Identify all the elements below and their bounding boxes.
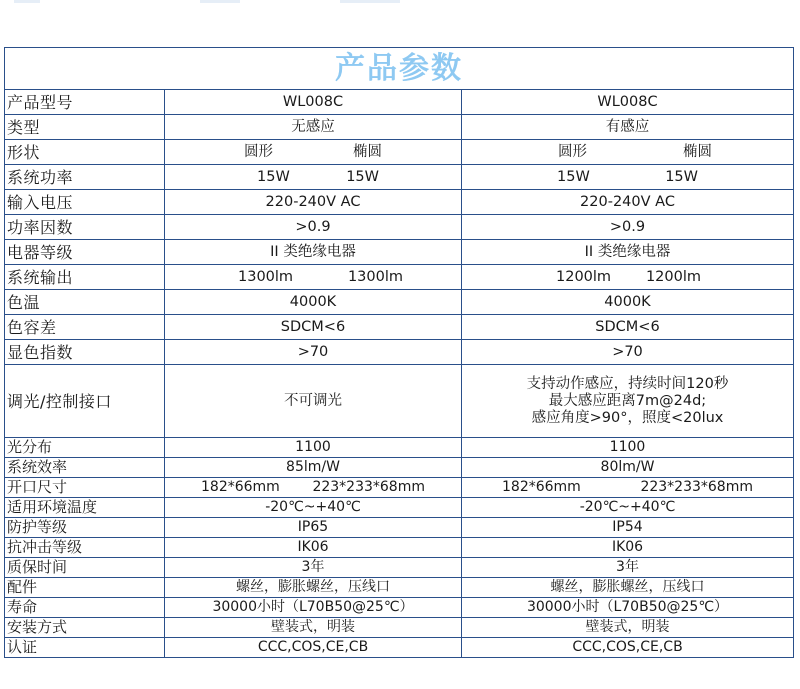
- label-sdcm: 色容差: [5, 315, 165, 340]
- right-parts: 螺丝，膨胀螺丝，压线口: [462, 578, 794, 598]
- left-cri: >70: [165, 340, 462, 365]
- row-light: [5, 438, 794, 458]
- right-cutout: [462, 478, 794, 498]
- label-voltage: 输入电压: [5, 190, 165, 215]
- row-power: [5, 165, 794, 190]
- left-sdcm: SDCM<6: [165, 315, 462, 340]
- left-cutout-b: 223*233*68mm: [312, 479, 425, 495]
- label-ip: 防护等级: [5, 518, 165, 538]
- row-ip: [5, 518, 794, 538]
- row-class: [5, 240, 794, 265]
- right-type: 有感应: [462, 115, 794, 140]
- left-shape-round: 圆形: [244, 143, 273, 160]
- label-light: 光分布: [5, 438, 165, 458]
- label-model: 产品型号: [5, 90, 165, 115]
- right-install: 壁装式，明装: [462, 618, 794, 638]
- right-power: [462, 165, 794, 190]
- left-voltage: 220-240V AC: [165, 190, 462, 215]
- row-cri: [5, 340, 794, 365]
- left-output: [165, 265, 462, 290]
- right-ip: IP54: [462, 518, 794, 538]
- row-cct: [5, 290, 794, 315]
- left-install: 壁装式，明装: [165, 618, 462, 638]
- row-warranty: [5, 558, 794, 578]
- row-model: [5, 90, 794, 115]
- label-warranty: 质保时间: [5, 558, 165, 578]
- right-dimming: [462, 365, 794, 438]
- row-cutout: [5, 478, 794, 498]
- left-cutout-a: 182*66mm: [201, 479, 280, 495]
- left-life: 30000小时（L70B50@25℃）: [165, 598, 462, 618]
- left-parts: 螺丝，膨胀螺丝，压线口: [165, 578, 462, 598]
- left-dimming: 不可调光: [165, 365, 462, 438]
- right-power-a: 15W: [557, 168, 590, 185]
- label-parts: 配件: [5, 578, 165, 598]
- left-type: 无感应: [165, 115, 462, 140]
- row-life: [5, 598, 794, 618]
- label-cct: 色温: [5, 290, 165, 315]
- right-class: II 类绝缘电器: [462, 240, 794, 265]
- right-power-b: 15W: [665, 168, 698, 185]
- left-power-a: 15W: [257, 168, 290, 185]
- left-efficacy: 85lm/W: [165, 458, 462, 478]
- left-class: II 类绝缘电器: [165, 240, 462, 265]
- row-cert: [5, 638, 794, 658]
- right-cutout-a: 182*66mm: [502, 479, 581, 495]
- left-output-b: 1300lm: [347, 268, 403, 285]
- label-install: 安装方式: [5, 618, 165, 638]
- label-temp: 适用环境温度: [5, 498, 165, 518]
- right-sdcm: SDCM<6: [462, 315, 794, 340]
- right-temp: -20℃~+40℃: [462, 498, 794, 518]
- left-cert: CCC,COS,CE,CB: [165, 638, 462, 658]
- left-output-a: 1300lm: [238, 268, 294, 285]
- right-shape: [462, 140, 794, 165]
- page-title: 产品参数: [5, 48, 794, 90]
- label-life: 寿命: [5, 598, 165, 618]
- label-dimming: 调光/控制接口: [5, 365, 165, 438]
- row-dimming: [5, 365, 794, 438]
- row-ik: [5, 538, 794, 558]
- left-shape: [165, 140, 462, 165]
- row-voltage: [5, 190, 794, 215]
- right-ik: IK06: [462, 538, 794, 558]
- right-dimming-line-3: 感应角度>90°，照度<20lux: [531, 409, 724, 426]
- label-efficacy: 系统效率: [5, 458, 165, 478]
- left-power: [165, 165, 462, 190]
- label-cri: 显色指数: [5, 340, 165, 365]
- label-class: 电器等级: [5, 240, 165, 265]
- label-cert: 认证: [5, 638, 165, 658]
- right-dimming-line-2: 最大感应距离7m@24d;: [548, 392, 707, 409]
- left-shape-oval: 椭圆: [353, 143, 382, 160]
- right-life: 30000小时（L70B50@25℃）: [462, 598, 794, 618]
- label-cutout: 开口尺寸: [5, 478, 165, 498]
- label-power: 系统功率: [5, 165, 165, 190]
- right-pf: >0.9: [462, 215, 794, 240]
- right-voltage: 220-240V AC: [462, 190, 794, 215]
- label-shape: 形状: [5, 140, 165, 165]
- row-output: [5, 265, 794, 290]
- left-light: 1100: [165, 438, 462, 458]
- left-cct: 4000K: [165, 290, 462, 315]
- right-model: WL008C: [462, 90, 794, 115]
- left-power-b: 15W: [346, 168, 379, 185]
- right-dimming-line-1: 支持动作感应，持续时间120秒: [526, 375, 729, 392]
- right-light: 1100: [462, 438, 794, 458]
- row-install: [5, 618, 794, 638]
- left-model: WL008C: [165, 90, 462, 115]
- row-temp: [5, 498, 794, 518]
- right-efficacy: 80lm/W: [462, 458, 794, 478]
- top-decoration: [0, 0, 800, 14]
- right-cert: CCC,COS,CE,CB: [462, 638, 794, 658]
- title-row: [5, 48, 794, 90]
- right-shape-round: 圆形: [558, 143, 587, 160]
- label-pf: 功率因数: [5, 215, 165, 240]
- spec-table: [4, 47, 794, 658]
- right-warranty: 3年: [462, 558, 794, 578]
- right-cutout-b: 223*233*68mm: [640, 479, 753, 495]
- row-parts: [5, 578, 794, 598]
- right-output-a: 1200lm: [556, 268, 612, 285]
- left-temp: -20℃~+40℃: [165, 498, 462, 518]
- right-output-b: 1200lm: [645, 268, 701, 285]
- row-type: [5, 115, 794, 140]
- left-warranty: 3年: [165, 558, 462, 578]
- row-sdcm: [5, 315, 794, 340]
- row-efficacy: [5, 458, 794, 478]
- left-ip: IP65: [165, 518, 462, 538]
- left-pf: >0.9: [165, 215, 462, 240]
- left-cutout: [165, 478, 462, 498]
- label-type: 类型: [5, 115, 165, 140]
- right-output: [462, 265, 794, 290]
- label-output: 系统输出: [5, 265, 165, 290]
- row-pf: [5, 215, 794, 240]
- left-ik: IK06: [165, 538, 462, 558]
- label-ik: 抗冲击等级: [5, 538, 165, 558]
- right-shape-oval: 椭圆: [683, 143, 712, 160]
- right-cri: >70: [462, 340, 794, 365]
- row-shape: [5, 140, 794, 165]
- right-cct: 4000K: [462, 290, 794, 315]
